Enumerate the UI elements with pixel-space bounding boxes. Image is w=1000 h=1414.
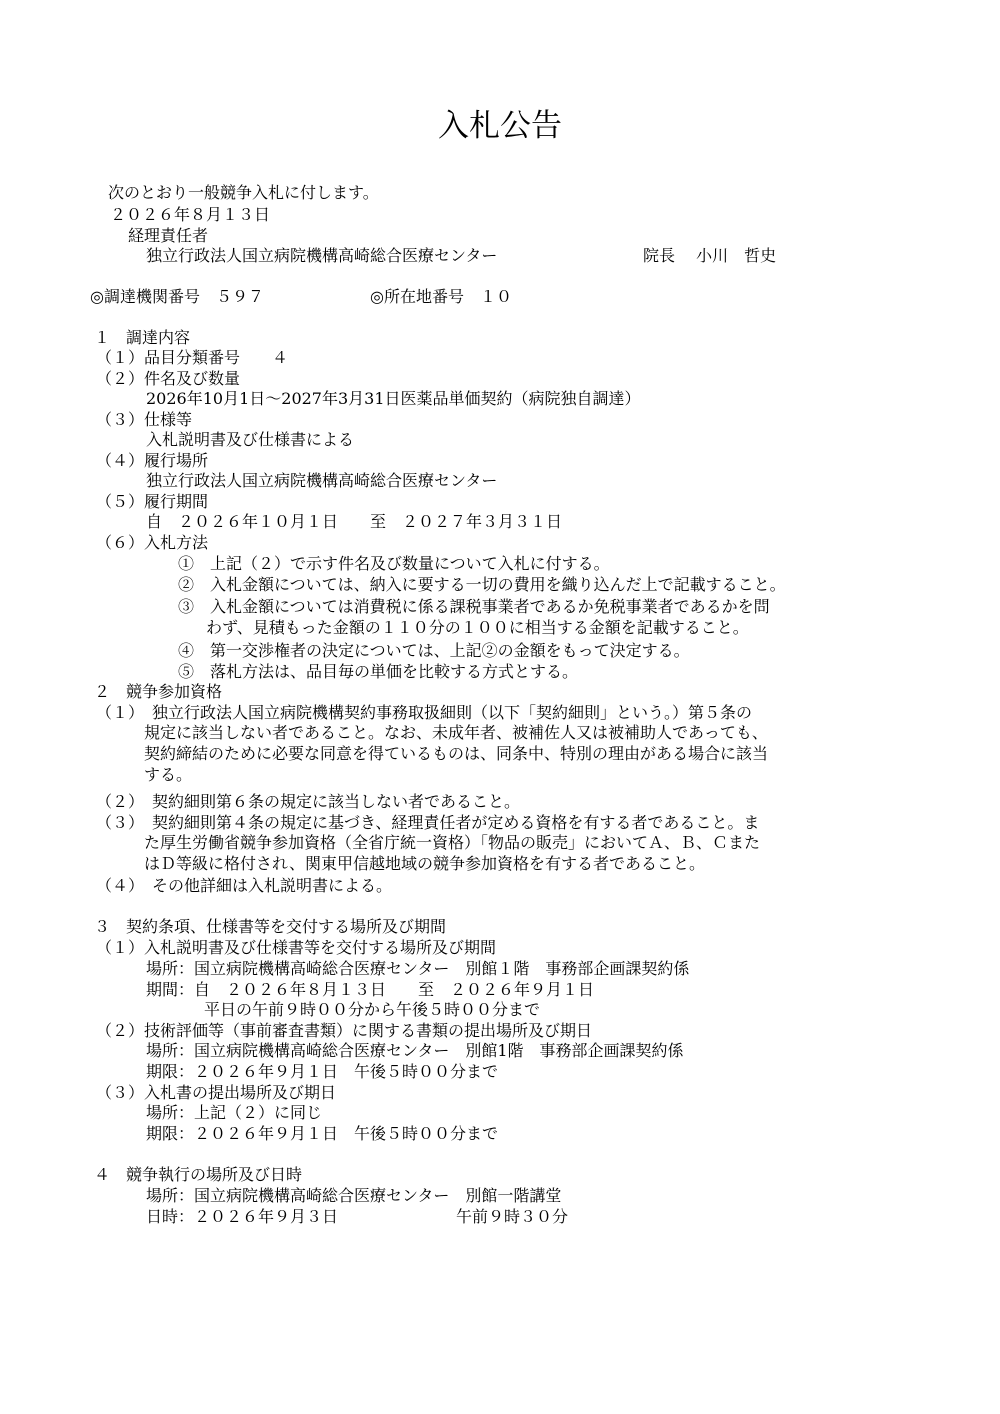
section-3-item-2-deadline: 期限：２０２６年９月１日 午後５時００分まで	[146, 1062, 499, 1081]
bid-method-4: ④ 第一交渉権者の決定については、上記②の金額をもって決定する。	[178, 641, 690, 660]
section-1-item-6: （６）入札方法	[96, 533, 209, 552]
section-1-item-4: （４）履行場所	[96, 451, 209, 470]
director-name: 院長 小川 哲史	[643, 246, 777, 265]
notice-date: ２０２６年８月１３日	[110, 205, 271, 224]
official-label: 経理責任者	[128, 226, 209, 245]
qualification-1: （１） 独立行政法人国立病院機構契約事務取扱細則（以下「契約細則」という。）第５条の	[96, 703, 753, 722]
section-1-item-2: （２）件名及び数量	[96, 369, 241, 388]
qualification-3: （３） 契約細則第４条の規定に基づき、経理責任者が定める資格を有する者であること。ま	[96, 813, 760, 832]
section-4-date: 日時：２０２６年９月３日	[146, 1207, 339, 1226]
bid-method-2: ② 入札金額については、納入に要する一切の費用を織り込んだ上で記載すること。	[178, 575, 786, 594]
section-1-heading: １ 調達内容	[94, 328, 191, 347]
qualification-3-line-3: はＤ等級に格付され、関東甲信越地域の競争参加資格を有する者であること。	[144, 854, 705, 873]
section-3-item-1-place: 場所：国立病院機構高崎総合医療センター 別館１階 事務部企画課契約係	[146, 959, 690, 978]
section-1-item-3: （３）仕様等	[96, 410, 193, 429]
section-4-time: 午前９時３０分	[456, 1207, 569, 1226]
section-1-item-2-text: 2026年10月1日～2027年3月31日医薬品単価契約（病院独自調達）	[146, 389, 641, 408]
bid-method-5: ⑤ 落札方法は、品目毎の単価を比較する方式とする。	[178, 662, 579, 681]
section-1-item-5: （５）履行期間	[96, 492, 209, 511]
section-3-item-1-period: 期間：自 ２０２６年８月１３日 至 ２０２６年９月１日	[146, 980, 595, 999]
section-1-item-5-text: 自 ２０２６年１０月１日 至 ２０２７年３月３１日	[146, 512, 563, 531]
section-3-item-3-deadline: 期限：２０２６年９月１日 午後５時００分まで	[146, 1124, 499, 1143]
section-1-item-3-text: 入札説明書及び仕様書による	[146, 430, 355, 449]
section-3-item-1-hours: 平日の午前９時００分から午後５時００分まで	[204, 1000, 541, 1019]
procurement-number: ◎調達機関番号 ５９７	[90, 287, 264, 306]
bid-method-3-cont: わず、見積もった金額の１１０分の１００に相当する金額を記載すること。	[206, 618, 749, 637]
section-1-item-4-text: 独立行政法人国立病院機構高崎総合医療センター	[146, 471, 498, 490]
intro-text: 次のとおり一般競争入札に付します。	[108, 183, 379, 202]
bid-method-1: ① 上記（２）で示す件名及び数量について入札に付する。	[178, 554, 610, 573]
bid-method-3: ③ 入札金額については消費税に係る課税事業者であるか免税事業者であるかを問	[178, 597, 770, 616]
section-3-item-3-place: 場所：上記（２）に同じ	[146, 1103, 323, 1122]
section-4-heading: ４ 競争執行の場所及び日時	[94, 1165, 303, 1184]
qualification-1-line-4: する。	[144, 765, 193, 784]
qualification-1-line-2: 規定に該当しない者であること。なお、未成年者、被補佐人又は被補助人であっても、	[144, 723, 768, 742]
section-3-heading: ３ 契約条項、仕様書等を交付する場所及び期間	[94, 917, 447, 936]
section-1-item-1: （１）品目分類番号 ４	[96, 348, 289, 367]
qualification-3-line-2: た厚生労働省競争参加資格（全省庁統一資格）「物品の販売」においてＡ、Ｂ、Ｃまた	[144, 833, 761, 852]
qualification-4: （４） その他詳細は入札説明書による。	[96, 876, 393, 895]
section-4-place: 場所：国立病院機構高崎総合医療センター 別館一階講堂	[146, 1186, 562, 1205]
organization-name: 独立行政法人国立病院機構高崎総合医療センター	[146, 246, 498, 265]
page-title: 入札公告	[438, 108, 562, 144]
location-number: ◎所在地番号 １０	[370, 287, 512, 306]
qualification-1-line-3: 契約締結のために必要な同意を得ているものは、同条中、特別の理由がある場合に該当	[144, 744, 769, 763]
section-3-item-2-place: 場所：国立病院機構高崎総合医療センター 別館1階 事務部企画課契約係	[146, 1041, 684, 1060]
section-3-item-3: （３）入札書の提出場所及び期日	[96, 1083, 337, 1102]
section-3-item-2: （２）技術評価等（事前審査書類）に関する書類の提出場所及び期日	[96, 1021, 593, 1040]
section-3-item-1: （１）入札説明書及び仕様書等を交付する場所及び期間	[96, 938, 497, 957]
section-2-heading: ２ 競争参加資格	[94, 682, 223, 701]
qualification-2: （２） 契約細則第６条の規定に該当しない者であること。	[96, 792, 521, 811]
